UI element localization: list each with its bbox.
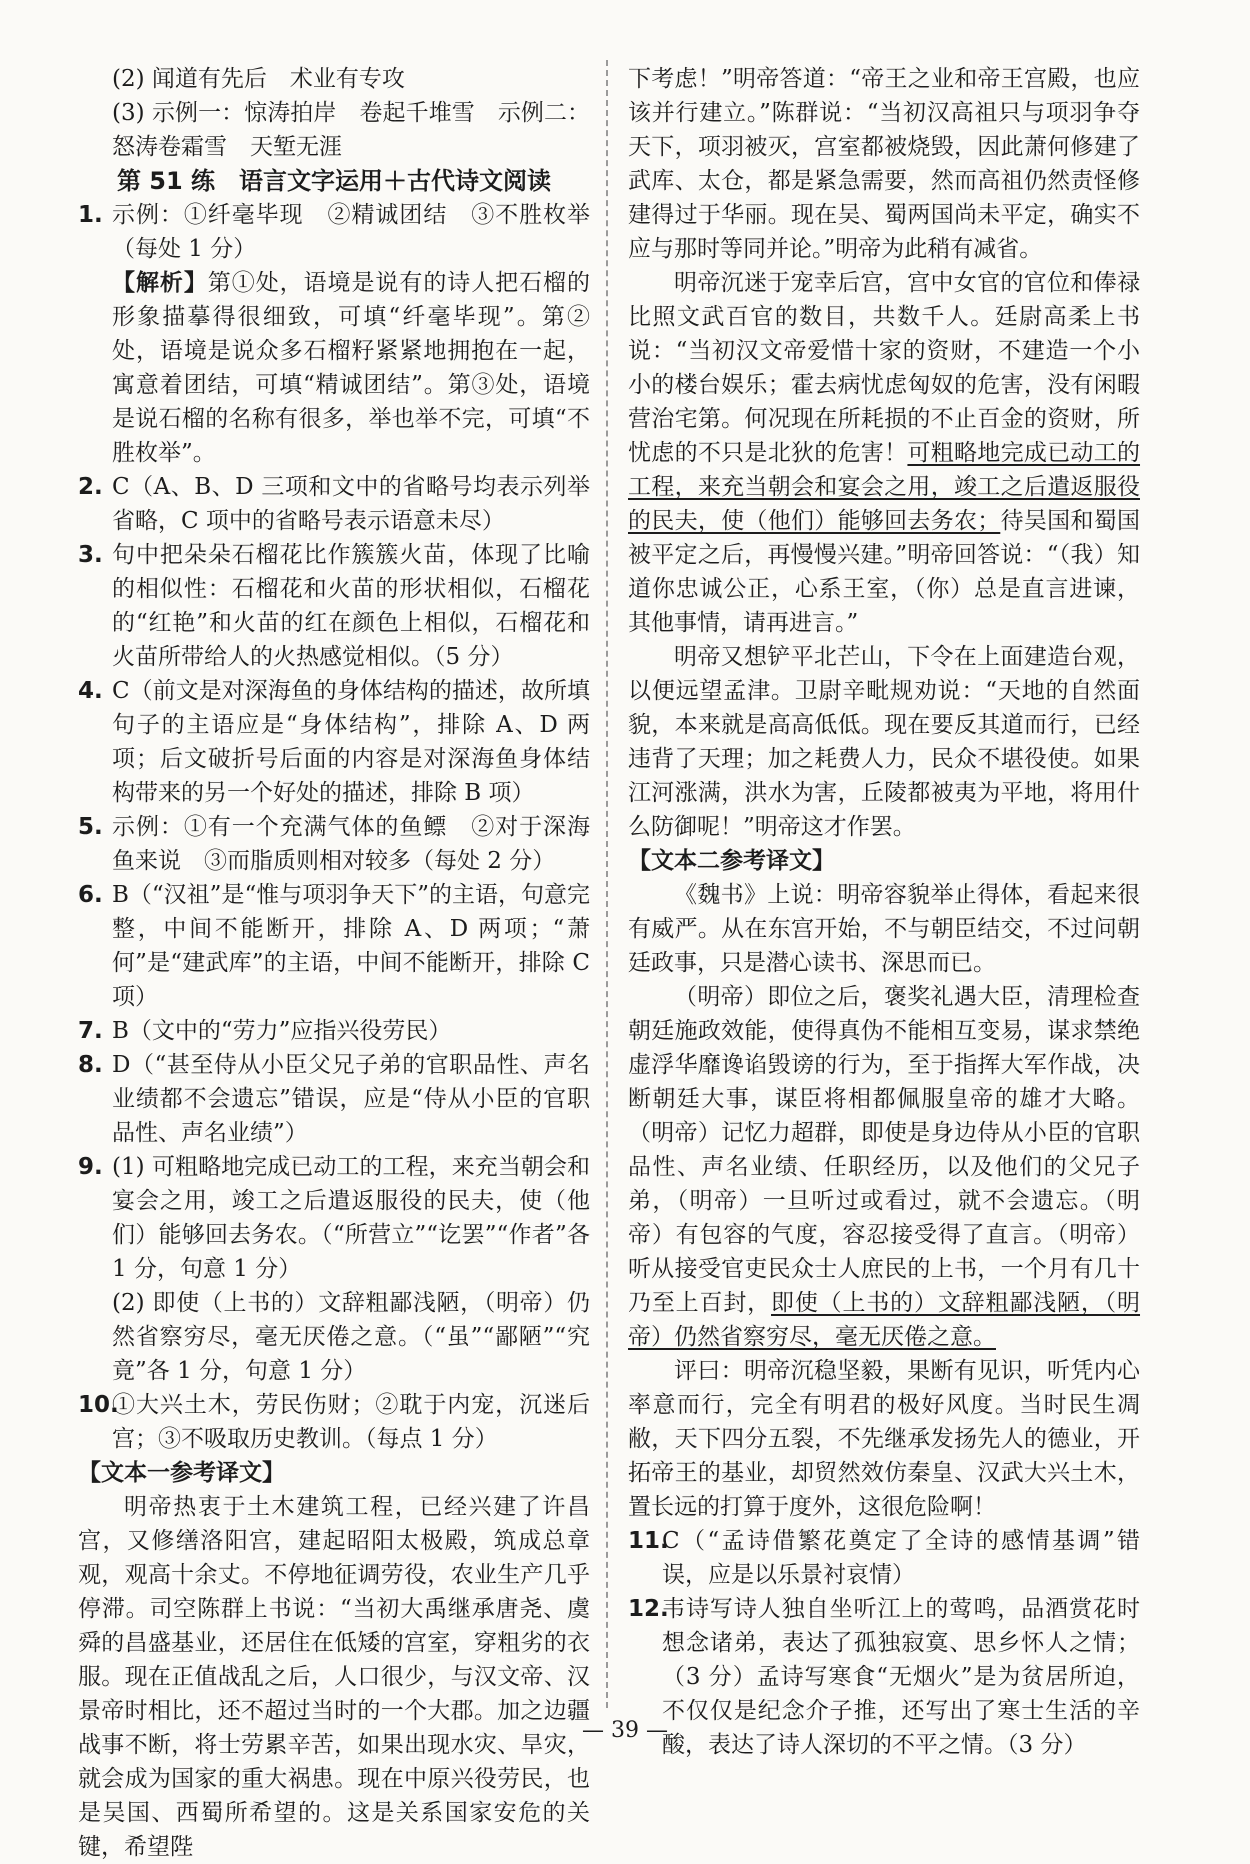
answer-item-1 bbox=[78, 198, 590, 470]
item-number: 7. bbox=[78, 1018, 103, 1044]
underlined-sentence: 即使（上书的）文辞粗鄙浅陋，（明帝）仍然省察穷尽，毫无厌倦之意。 bbox=[628, 1290, 1141, 1350]
text1-paragraph-cont: 下考虑！”明帝答道：“帝王之业和帝王宫殿，也应该并行建立。”陈群说：“当初汉高祖只与项羽争夺天下，项羽被灭，宫室都被烧毁，因此萧何修建了武库、太仓，都是紧急需要，然而高祖仍然责怪修建得过于华丽。现在吴、蜀两国尚未平定，确实不应与那时等同并论。”明帝为此稍有减省。 bbox=[628, 66, 1140, 262]
answer-item-3 bbox=[78, 538, 590, 674]
section-heading: 第 51 练 语言文字运用＋古代诗文阅读 bbox=[116, 167, 552, 195]
text1-translation-title: 【文本一参考译文】 bbox=[78, 1460, 285, 1486]
analysis-tag: 【解析】 bbox=[112, 270, 208, 296]
item-text: C（A、B、D 三项和文中的省略号均表示列举省略，C 项中的省略号表示语意未尽） bbox=[112, 474, 590, 534]
left-column bbox=[78, 62, 590, 1864]
item-text: D（“甚至侍从小臣父兄子弟的官职品性、声名业绩都不会遗忘”错误，应是“侍从小臣的官职品性、声名业绩”） bbox=[112, 1052, 590, 1146]
item-text: 示例：①有一个充满气体的鱼鳔 ②对于深海鱼来说 ③而脂质则相对较多（每处 2 分） bbox=[112, 814, 590, 874]
column-divider bbox=[606, 60, 608, 1708]
item-number: 6. bbox=[78, 882, 103, 908]
text2-paragraph-1: 《魏书》上说：明帝容貌举止得体，看起来很有威严。从在东宫开始，不与朝臣结交，不过问朝廷政事，只是潜心读书、深思而已。 bbox=[628, 882, 1140, 976]
answer-item-5 bbox=[78, 810, 590, 878]
underlined-sentence: 可粗略地完成已动工的工程，来充当朝会和宴会之用，竣工之后遣返服役的民夫，使（他们）能够回去务农； bbox=[628, 440, 1141, 534]
paragraph-text: 待吴国和蜀国被平定之后，再慢慢兴建。”明帝回答说：“（我）知道你忠诚公正，心系王室，（你）总是直言进谏，其他事情，请再进言。” bbox=[628, 508, 1141, 636]
item-number: 10. bbox=[78, 1392, 119, 1418]
item-text: ①大兴土木，劳民伤财；②耽于内宠，沉迷后宫；③不吸取历史教训。（每点 1 分） bbox=[112, 1392, 590, 1452]
answer-item-9 bbox=[78, 1150, 590, 1388]
item-text: 示例：①纤毫毕现 ②精诚团结 ③不胜枚举（每处 1 分） bbox=[112, 202, 590, 262]
item-text: (1) 可粗略地完成已动工的工程，来充当朝会和宴会之用，竣工之后遣返服役的民夫，使（他们）能够回去务农。（“所营立”“讫罢”“作者”各 1 分，句意 1 分） bbox=[112, 1154, 590, 1282]
item-number: 9. bbox=[78, 1154, 103, 1180]
item-number: 1. bbox=[78, 202, 103, 228]
item-number: 2. bbox=[78, 474, 103, 500]
right-column bbox=[628, 62, 1140, 1762]
prev-answer-line: (3) 示例一：惊涛拍岸 卷起千堆雪 示例二：怒涛卷霜雪 天堑无涯 bbox=[112, 100, 590, 160]
page-number: — 39 — bbox=[582, 1718, 668, 1743]
text2-paragraph-2 bbox=[628, 980, 1140, 1354]
item-text: B（文中的“劳力”应指兴役劳民） bbox=[112, 1018, 452, 1044]
text1-paragraph: 明帝热衷于土木建筑工程，已经兴建了许昌宫，又修缮洛阳宫，建起昭阳太极殿，筑成总章观，观高十余丈。不停地征调劳役，农业生产几乎停滞。司空陈群上书说：“当初大禹继承唐尧、虞舜的昌盛基业，还居住在低矮的宫室，穿粗劣的衣服。现在正值战乱之后，人口很少，与汉文帝、汉景帝时相比，还不超过当时的一个大郡。加之边疆战事不断，将士劳累辛苦，如果出现水灾、旱灾，就会成为国家的重大祸患。现在中原兴役劳民，也是吴国、西蜀所希望的。这是关系国家安危的关键，希望陛 bbox=[78, 1494, 590, 1860]
item-text: 韦诗写诗人独自坐听江上的莺鸣，品酒赏花时想念诸弟，表达了孤独寂寞、思乡怀人之情；（3 分）孟诗写寒食“无烟火”是为贫居所迫，不仅仅是纪念介子推，还写出了寒士生活的辛酸，表达了诗人深切的不平之情。（3 分） bbox=[662, 1596, 1140, 1758]
paragraph-text: 明帝沉迷于宠幸后宫，宫中女官的官位和俸禄比照文武百官的数目，共数千人。廷尉高柔上书说：“当初汉文帝爱惜十家的资财，不建造一个小小的楼台娱乐；霍去病忧虑匈奴的危害，没有闲暇营治宅第。何况现在所耗损的不止百金的资财，所忧虑的不只是北狄的危害！ bbox=[628, 270, 1140, 466]
item-number: 5. bbox=[78, 814, 103, 840]
item-text: C（前文是对深海鱼的身体结构的描述，故所填句子的主语应是“身体结构”，排除 A、D 两项；后文破折号后面的内容是对深海鱼身体结构带来的另一个好处的描述，排除 B 项） bbox=[112, 678, 590, 806]
analysis-text: 第①处，语境是说有的诗人把石榴的形象描摹得很细致，可填“纤毫毕现”。第②处，语境是说众多石榴籽紧紧地拥抱在一起，寓意着团结，可填“精诚团结”。第③处，语境是说石榴的名称有很多，举也举不完，可填“不胜枚举”。 bbox=[112, 270, 591, 466]
item-number: 4. bbox=[78, 678, 103, 704]
item-number: 8. bbox=[78, 1052, 103, 1078]
answer-item-2 bbox=[78, 470, 590, 538]
item-number: 3. bbox=[78, 542, 103, 568]
answer-item-11 bbox=[628, 1524, 1140, 1592]
item-number: 11. bbox=[628, 1528, 669, 1554]
answer-item-8 bbox=[78, 1048, 590, 1150]
paragraph-text: （明帝）即位之后，褒奖礼遇大臣，清理检查朝廷施政效能，使得真伪不能相互变易，谋求禁绝虚浮华靡谗谄毁谤的行为，至于指挥大军作战，决断朝廷大事，谋臣将相都佩服皇帝的雄才大略。（明帝）记忆力超群，即使是身边侍从小臣的官职品性、声名业绩、任职经历，以及他们的父兄子弟，（明帝）一旦听过或看过，就不会遗忘。（明帝）有包容的气度，容忍接受得了直言。（明帝）听从接受官吏民众士人庶民的上书，一个月有几十乃至上百封， bbox=[628, 984, 1140, 1316]
text1-paragraph-2 bbox=[628, 266, 1140, 640]
answer-item-6 bbox=[78, 878, 590, 1014]
answer-item-7 bbox=[78, 1014, 590, 1048]
prev-answer-line: (2) 闻道有先后 术业有专攻 bbox=[112, 66, 405, 92]
item-text: B（“汉祖”是“惟与项羽争天下”的主语，句意完整，中间不能断开，排除 A、D 两项；“萧何”是“建武库”的主语，中间不能断开，排除 C 项） bbox=[112, 882, 590, 1010]
item-subtext: (2) 即使（上书的）文辞粗鄙浅陋，（明帝）仍然省察穷尽，毫无厌倦之意。（“虽”“鄙陋”“究竟”各 1 分，句意 1 分） bbox=[112, 1290, 590, 1384]
answer-item-10 bbox=[78, 1388, 590, 1456]
text1-paragraph-3: 明帝又想铲平北芒山，下令在上面建造台观，以便远望孟津。卫尉辛毗规劝说：“天地的自然面貌，本来就是高高低低。现在要反其道而行，已经违背了天理；加之耗费人力，民众不堪役使。如果江河涨满，洪水为害，丘陵都被夷为平地，将用什么防御呢！”明帝这才作罢。 bbox=[628, 644, 1140, 840]
answer-item-4 bbox=[78, 674, 590, 810]
item-number: 12. bbox=[628, 1596, 669, 1622]
text2-paragraph-3: 评曰：明帝沉稳坚毅，果断有见识，听凭内心率意而行，完全有明君的极好风度。当时民生凋敝，天下四分五裂，不先继承发扬先人的德业，开拓帝王的基业，却贸然效仿秦皇、汉武大兴土木，置长远的打算于度外，这很危险啊！ bbox=[628, 1358, 1140, 1520]
item-text: C（“孟诗借繁花奠定了全诗的感情基调”错误，应是以乐景衬哀情） bbox=[662, 1528, 1140, 1588]
text2-translation-title: 【文本二参考译文】 bbox=[628, 848, 835, 874]
item-text: 句中把朵朵石榴花比作簇簇火苗，体现了比喻的相似性：石榴花和火苗的形状相似，石榴花的“红艳”和火苗的红在颜色上相似，石榴花和火苗所带给人的火热感觉相似。（5 分） bbox=[112, 542, 590, 670]
